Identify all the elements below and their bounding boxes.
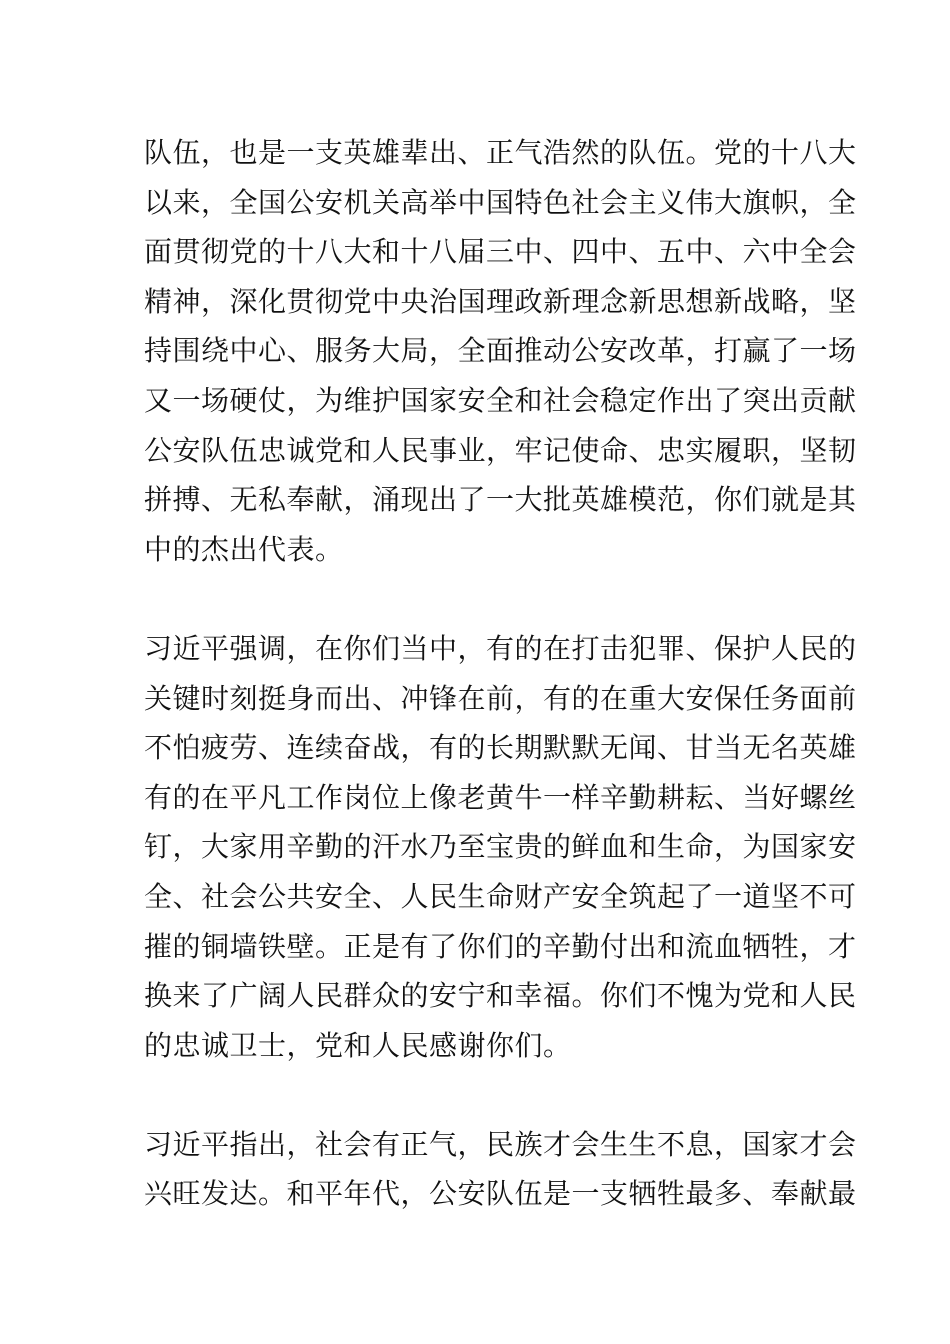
text-line: 中的杰出代表。 bbox=[144, 532, 344, 566]
text-line: 有的在平凡工作岗位上像老黄牛一样辛勤耕耘、当好螺丝 bbox=[144, 780, 857, 814]
text-line: 拼搏、无私奉献，涌现出了一大批英雄模范，你们就是其 bbox=[144, 483, 857, 517]
text-line: 又一场硬仗，为维护国家安全和社会稳定作出了突出贡献 bbox=[144, 383, 857, 417]
text-line: 持围绕中心、服务大局，全面推动公安改革，打赢了一场 bbox=[144, 334, 857, 368]
paragraph-3 bbox=[144, 1120, 857, 1219]
paragraph-2 bbox=[144, 624, 857, 1070]
text-line: 换来了广阔人民群众的安宁和幸福。你们不愧为党和人民 bbox=[144, 979, 857, 1013]
text-line: 关键时刻挺身而出、冲锋在前，有的在重大安保任务面前 bbox=[144, 681, 857, 715]
text-line: 摧的铜墙铁壁。正是有了你们的辛勤付出和流血牺牲，才 bbox=[144, 929, 857, 963]
text-line: 公安队伍忠诚党和人民事业，牢记使命、忠实履职，坚韧 bbox=[144, 433, 857, 467]
text-line: 钉，大家用辛勤的汗水乃至宝贵的鲜血和生命，为国家安 bbox=[144, 830, 857, 864]
text-line: 精神，深化贯彻党中央治国理政新理念新思想新战略，坚 bbox=[144, 284, 857, 318]
text-line: 兴旺发达。和平年代，公安队伍是一支牺牲最多、奉献最 bbox=[144, 1177, 857, 1211]
text-line: 全、社会公共安全、人民生命财产安全筑起了一道坚不可 bbox=[144, 879, 857, 913]
text-line: 以来，全国公安机关高举中国特色社会主义伟大旗帜，全 bbox=[144, 185, 857, 219]
text-line: 面贯彻党的十八大和十八届三中、四中、五中、六中全会 bbox=[144, 235, 857, 269]
text-line: 的忠诚卫士，党和人民感谢你们。 bbox=[144, 1028, 572, 1062]
text-line: 习近平指出，社会有正气，民族才会生生不息，国家才会 bbox=[144, 1127, 857, 1161]
paragraph-1 bbox=[144, 128, 857, 574]
text-line: 不怕疲劳、连续奋战，有的长期默默无闻、甘当无名英雄 bbox=[144, 731, 857, 765]
text-line: 习近平强调，在你们当中，有的在打击犯罪、保护人民的 bbox=[144, 631, 857, 665]
document-body bbox=[144, 128, 857, 1269]
text-line: 队伍，也是一支英雄辈出、正气浩然的队伍。党的十八大 bbox=[144, 136, 857, 169]
